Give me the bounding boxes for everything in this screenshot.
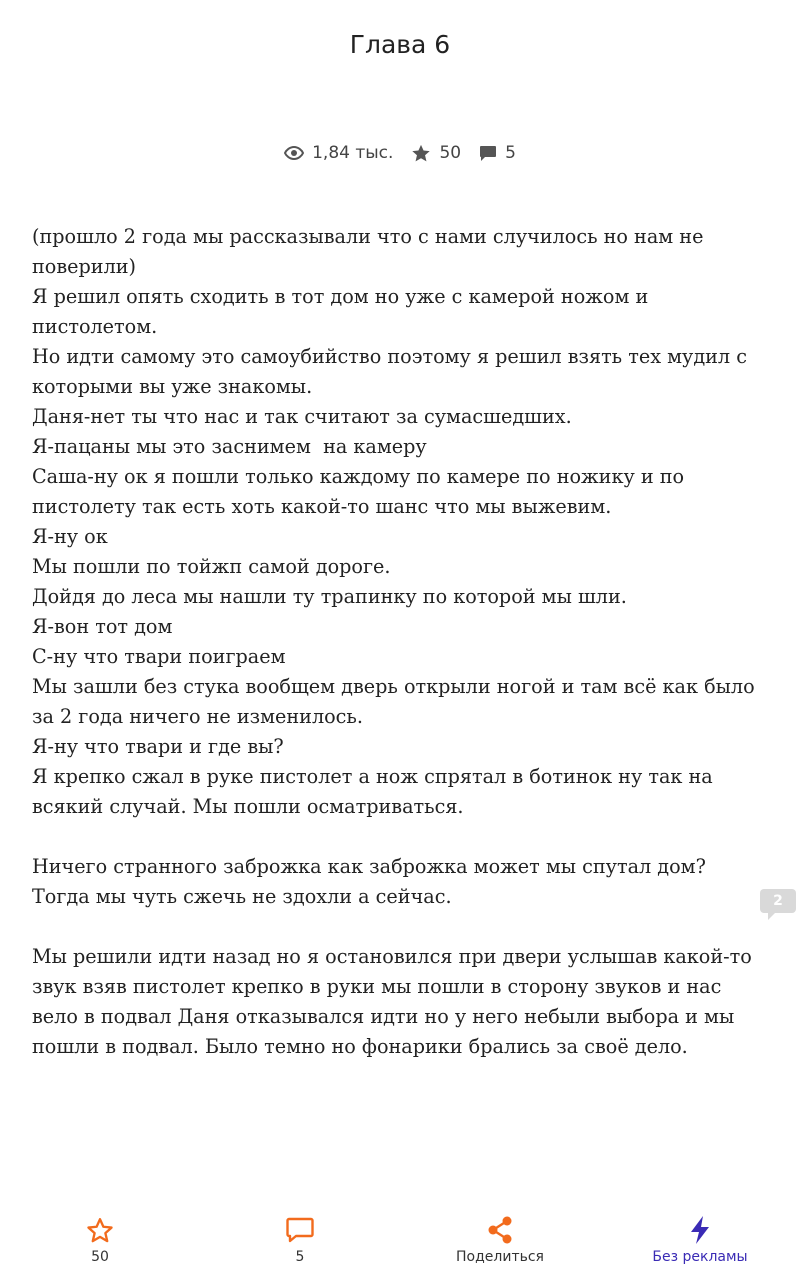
story-paragraph: Ничего странного заброжка как заброжка может мы спутал дом? Тогда мы чуть сжечь не здохли а сейчас. [32,855,712,908]
views-stat [284,143,393,163]
story-paragraph: Мы решили идти назад но я остановился при двери услышав какой-то звук взяв пистолет крепко в руки мы пошли в сторону звуков и нас вело в подвал Даня отказывался идти но у него небыли выбора и мы пошли в подвал. Было темно но фонарики брались за своё дело. [32,945,758,1058]
share-button[interactable] [420,1215,580,1265]
story-paragraph: Саша-ну ок я пошли только каждому по камере по ножику и по пистолету так есть хоть какой-то шанс что мы выжевим. [32,465,691,518]
rate-count: 50 [91,1249,109,1265]
comments-button[interactable] [220,1215,380,1265]
comments-count: 5 [505,143,516,163]
bottom-action-bar [0,1205,800,1280]
chapter-text [32,222,768,1062]
no-ads-button[interactable] [620,1215,780,1265]
stars-count: 50 [439,143,462,163]
star-outline-icon [86,1217,114,1244]
story-paragraph: Дойдя до леса мы нашли ту трапинку по которой мы шли. [32,585,627,608]
paragraph-spacer [32,822,768,852]
story-paragraph: Я-вон тот дом [32,615,173,638]
story-paragraph: Мы зашли без стука вообщем дверь открыли ногой и там всё как было за 2 года ничего не изменилось. [32,675,761,728]
paragraph-comment-badge[interactable]: 2 [760,889,796,913]
share-icon [487,1216,513,1244]
story-paragraph: Я решил опять сходить в тот дом но уже с камерой ножом и пистолетом. [32,285,655,338]
story-paragraph: Даня-нет ты что нас и так считают за сумасшедших. [32,405,572,428]
story-paragraph: Я крепко сжал в руке пистолет а нож спрятал в ботинок ну так на всякий случай. Мы пошли осматриваться. [32,765,719,818]
stars-stat [411,143,461,163]
share-label: Поделиться [456,1249,544,1265]
story-paragraph: С-ну что твари поиграем [32,645,286,668]
lightning-icon [689,1215,711,1245]
rate-button[interactable] [20,1215,180,1265]
paragraph-spacer [32,912,768,942]
story-paragraph: Я-ну что твари и где вы? [32,735,284,758]
story-paragraph: (прошло 2 года мы рассказывали что с нами случилось но нам не поверили) [32,225,710,278]
story-paragraph: Но идти самому это самоубийство поэтому я решил взять тех мудил с которыми вы уже знакомы. [32,345,754,398]
star-icon [411,144,431,163]
comment-icon [479,145,497,162]
chapter-stats [0,143,800,163]
comment-outline-icon [286,1217,314,1244]
story-paragraph: Я-пацаны мы это заснимем на камеру [32,435,427,458]
comments-button-count: 5 [295,1249,305,1265]
story-paragraph: Мы пошли по тойжп самой дороге. [32,555,391,578]
chapter-title: Глава 6 [349,30,451,59]
eye-icon [284,146,304,160]
comments-stat [479,143,516,163]
story-paragraph: Я-ну ок [32,525,108,548]
views-count: 1,84 тыс. [312,143,394,163]
no-ads-label: Без рекламы [652,1249,748,1265]
